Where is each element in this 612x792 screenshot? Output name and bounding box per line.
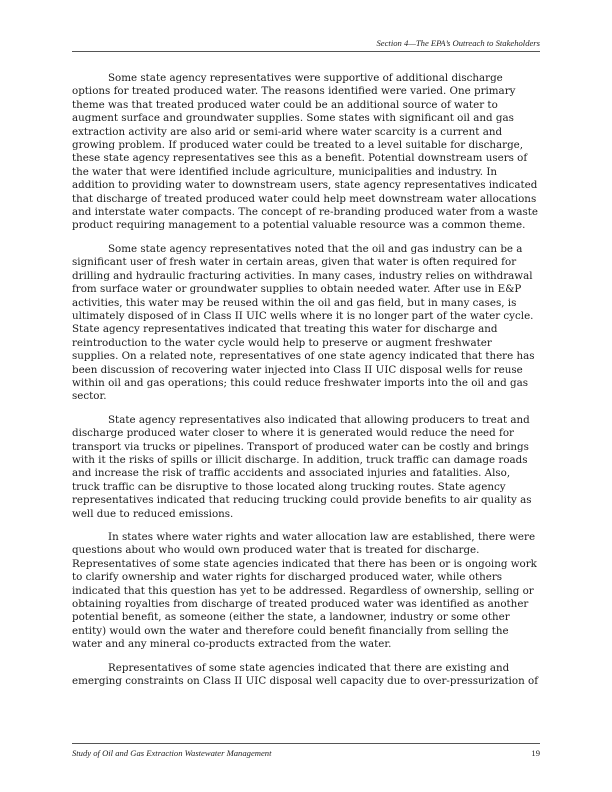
footer-document-title: Study of Oil and Gas Extraction Wastewater Management — [72, 748, 272, 758]
paragraph: In states where water rights and water allocation law are established, there were questions about who would own produced water that is treated for discharge. Representatives of some state agencies indicated that there has been or is ongoing work to clarify ownership and water rights for discharged produced water, while others indicated that this question has yet to be addressed. Regardless of ownership, selling or obtaining royalties from discharge of treated produced water was identified as another potential benefit, as someone (either the state, a landowner, industry or some other entity) would own the water and therefore could benefit financially from selling the water and any mineral co-products extracted from the water. — [72, 531, 537, 651]
paragraph: State agency representatives also indicated that allowing producers to treat and discharge produced water closer to where it is generated would reduce the need for transport via trucks or pipelines. Transport of produced water can be costly and brings with it the risks of spills or illicit discharge. In addition, truck traffic can damage roads and increase the risk of traffic accidents and associated injuries and fatalities. Also, truck traffic can be disruptive to those located along trucking routes. State agency representatives indicated that reducing trucking could provide benefits to air quality as well due to reduced emissions. — [72, 413, 532, 520]
footer-divider — [72, 743, 540, 744]
header-divider — [72, 51, 540, 52]
paragraph: Some state agency representatives noted that the oil and gas industry can be a significant user of fresh water in certain areas, given that water is often required for drilling and hydraulic fracturing activities. In many cases, industry relies on withdrawal from surface water or groundwater supplies to obtain needed water. After use in E&P activities, this water may be reused within the oil and gas field, but in many cases, is ultimately disposed of in Class II UIC wells where it is no longer part of the water cycle. State agency representatives indicated that treating this water for discharge and reintroduction to the water cycle would help to preserve or augment freshwater supplies. On a related note, representatives of one state agency indicated that there has been discussion of recovering water injected into Class II UIC disposal wells for reuse within oil and gas operations; this could reduce freshwater imports into the oil and gas sector. — [72, 242, 535, 403]
running-header: Section 4—The EPA’s Outreach to Stakeholders — [376, 38, 540, 48]
paragraph: Some state agency representatives were supportive of additional discharge options for treated produced water. The reasons identified were varied. One primary theme was that treated produced water could be an additional source of water to augment surface and groundwater supplies. Some states with significant oil and gas extraction activity are also arid or semi-arid where water scarcity is a current and growing problem. If produced water could be treated to a level suitable for discharge, these state agency representatives see this as a benefit. Potential downstream users of the water that were identified include agriculture, municipalities and industry. In addition to providing water to downstream users, state agency representatives indicated that discharge of treated produced water could help meet downstream water allocations and interstate water compacts. The concept of re-branding produced water from a waste product requiring management to a potential valuable resource was a common theme. — [72, 72, 539, 232]
paragraph: Representatives of some state agencies indicated that there are existing and emerging constraints on Class II UIC disposal well capacity due to over-pressurization of — [72, 661, 538, 688]
page-number: 19 — [531, 748, 540, 758]
body-text — [72, 72, 540, 698]
